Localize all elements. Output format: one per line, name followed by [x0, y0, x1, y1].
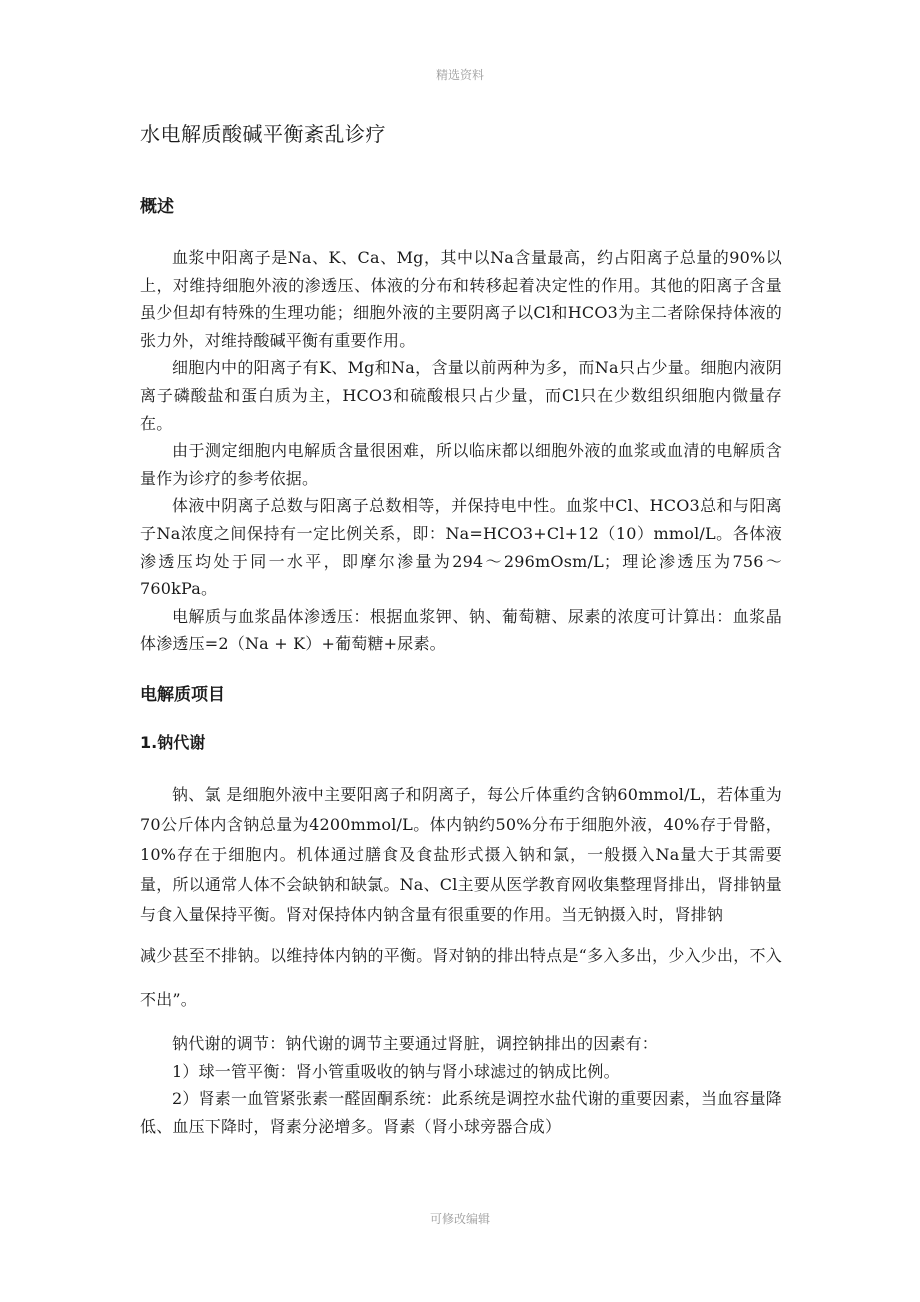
paragraph: 减少甚至不排钠。以维持体内钠的平衡。肾对钠的排出特点是“多入多出，少入少出，不入不出”。	[140, 945, 782, 1009]
paragraph: 钠代谢的调节：钠代谢的调节主要通过肾脏，调控钠排出的因素有：	[172, 1033, 659, 1053]
section-heading-overview: 概述	[140, 197, 174, 217]
paragraph: 体液中阴离子总数与阳离子总数相等，并保持电中性。血浆中Cl、HCO3总和与阳离子Na浓度之间保持有一定比例关系，即：Na=HCO3+Cl+12（10）mmol/L。各体液渗透压均处于同一水平，即摩尔渗量为294～296mOsm/L；理论渗透压为756～760kPa。	[140, 496, 782, 599]
section-heading-electrolytes: 电解质项目	[140, 684, 225, 705]
page-header: 精选资料	[435, 68, 484, 82]
paragraph: 由于测定细胞内电解质含量很困难，所以临床都以细胞外液的血浆或血清的电解质含量作为诊疗的参考依据。	[140, 441, 782, 488]
document-title: 水电解质酸碱平衡紊乱诊疗	[140, 122, 386, 146]
paragraph: 血浆中阳离子是Na、K、Ca、Mg，其中以Na含量最高，约占阳离子总量的90%以上，对维持细胞外液的渗透压、体液的分布和转移起着决定性的作用。其他的阳离子含量虽少但却有特殊的生理功能；细胞外液的主要阴离子以Cl和HCO3为主二者除保持体液的张力外，对维持酸碱平衡有重要作用。	[140, 248, 782, 350]
subsection-heading-sodium: 1.钠代谢	[140, 732, 206, 752]
page-footer: 可修改编辑	[429, 1212, 490, 1226]
paragraph: 电解质与血浆晶体渗透压：根据血浆钾、钠、葡萄糖、尿素的浓度可计算出：血浆晶体渗透压=2（Na + K）+葡萄糖+尿素。	[140, 606, 782, 654]
paragraph: 钠、氯 是细胞外液中主要阳离子和阴离子，每公斤体重约含钠60mmol/L，若体重为70公斤体内含钠总量为4200mmol/L。体内钠约50%分布于细胞外液，40%存于骨骼，10%存在于细胞内。机体通过膳食及食盐形式摄入钠和氯，一般摄入Na量大于其需要量，所以通常人体不会缺钠和缺氯。Na、Cl主要从医学教育网收集整理肾排出，肾排钠量与食入量保持平衡。肾对保持体内钠含量有很重要的作用。当无钠摄入时，肾排钠	[140, 784, 782, 924]
document-body	[140, 118, 782, 1140]
paragraph: 1）球一管平衡：肾小管重吸收的钠与肾小球滤过的钠成比例。	[172, 1061, 620, 1081]
paragraph: 细胞内中的阳离子有K、Mg和Na，含量以前两种为多，而Na只占少量。细胞内液阴离子磷酸盐和蛋白质为主，HCO3和硫酸根只占少量，而Cl只在少数组织细胞内微量存在。	[140, 358, 782, 433]
paragraph: 2）肾素一血管紧张素一醛固酮系统：此系统是调控水盐代谢的重要因素，当血容量降低、血压下降时，肾素分泌增多。肾素（肾小球旁器合成）	[140, 1089, 782, 1136]
